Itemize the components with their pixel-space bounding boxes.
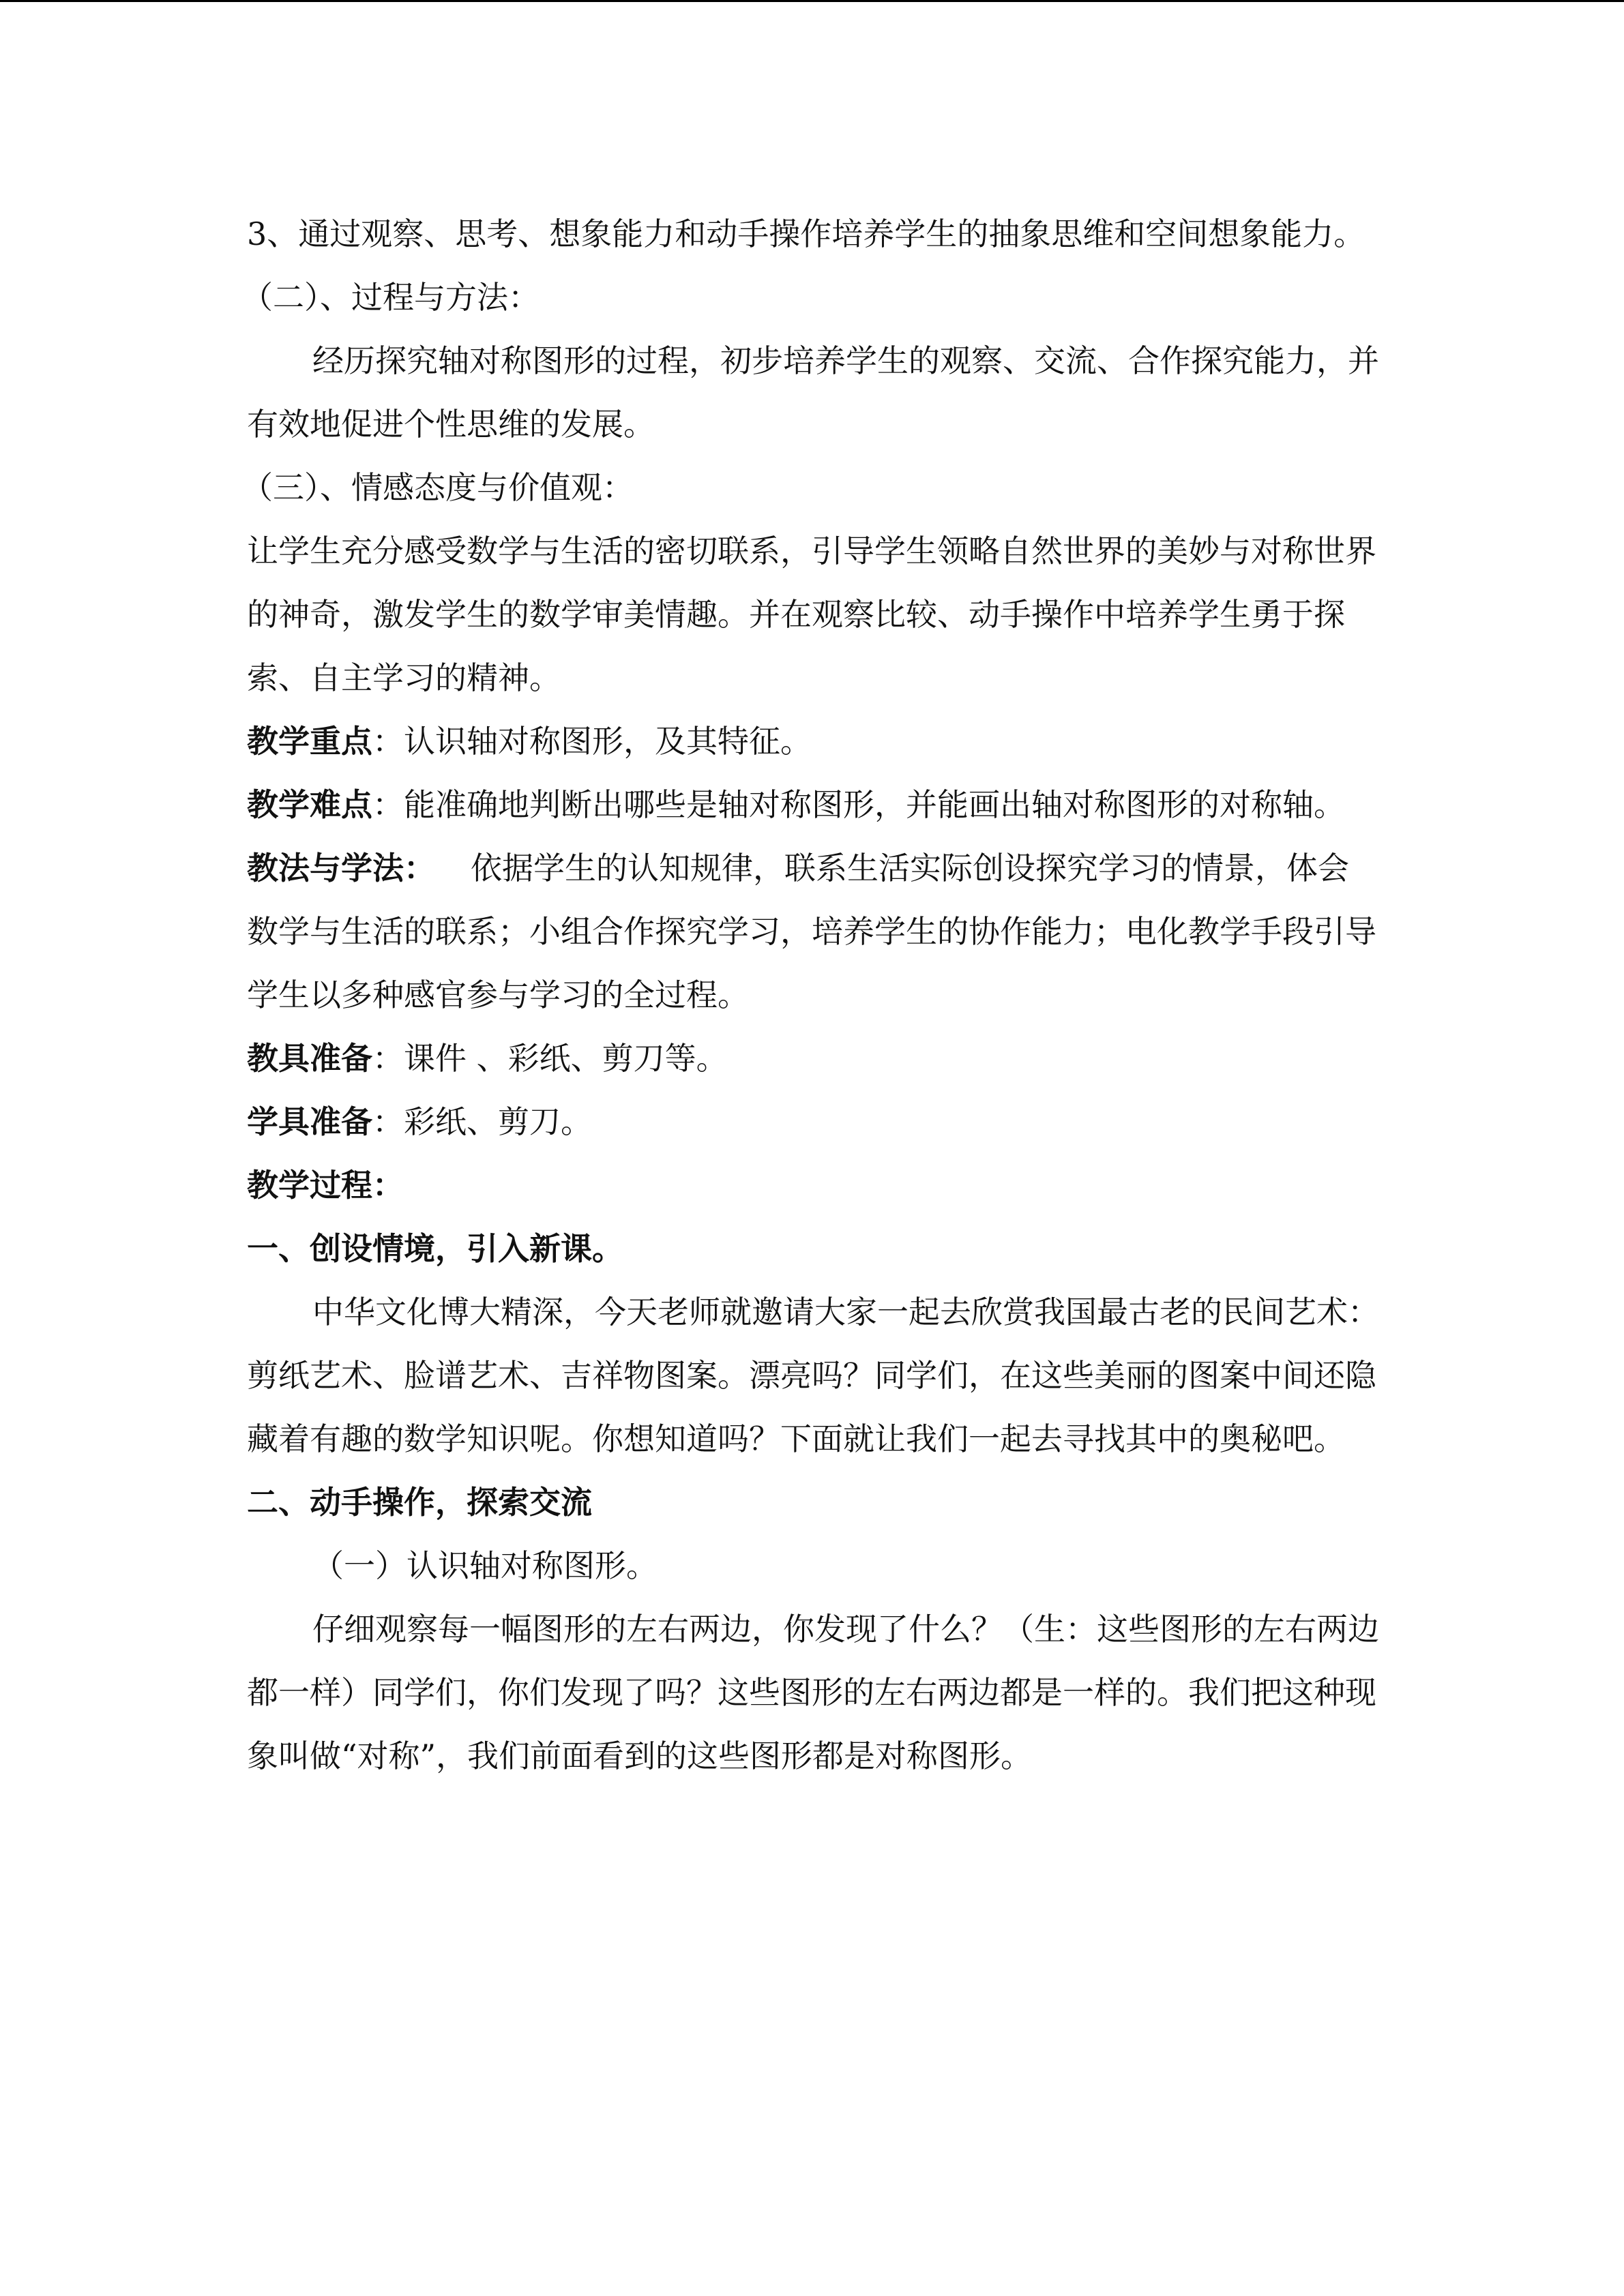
section-2-text: 仔细观察每一幅图形的左右两边，你发现了什么？（生：这些图形的左右两边都一样）同学们，你们发现了吗？这些图形的左右两边都是一样的。我们把这种现象叫做“对称”，我们前面看到的这些图形都是对称图形。 (247, 1611, 1379, 1774)
key-point-label: 教学重点 (247, 723, 372, 760)
difficulty-text: ：能准确地判断出哪些是轴对称图形，并能画出轴对称图形的对称轴。 (372, 786, 1345, 823)
teaching-process-heading: 教学过程： (247, 1167, 404, 1204)
emotion-heading: （三）、情感态度与价值观： (241, 469, 634, 506)
student-tools-paragraph (247, 1090, 1379, 1154)
section-1-text: 中华文化博大精深，今天老师就邀请大家一起去欣赏我国最古老的民间艺术：剪纸艺术、脸谱艺术、吉祥物图案。漂亮吗？同学们，在这些美丽的图案中间还隐藏着有趣的数学知识呢。你想知道吗？下面就让我们一起去寻找其中的奥秘吧。 (247, 1294, 1379, 1457)
section-1-heading: 一、创设情境，引入新课。 (247, 1230, 623, 1267)
method-text: 依据学生的认知规律，联系生活实际创设探究学习的情景，体会数学与生活的联系；小组合作探究学习，培养学生的协作能力；电化教学手段引导学生以多种感官参与学习的全过程。 (247, 850, 1376, 1013)
section-2-heading: 二、动手操作，探索交流 (247, 1484, 592, 1521)
emotion-text: 让学生充分感受数学与生活的密切联系，引导学生领略自然世界的美妙与对称世界的神奇，激发学生的数学审美情趣。并在观察比较、动手操作中培养学生勇于探索、自主学习的精神。 (247, 533, 1376, 696)
objective-3: 3、通过观察、思考、想象能力和动手操作培养学生的抽象思维和空间想象能力。 (247, 215, 1365, 252)
process-method-heading: （二）、过程与方法： (241, 279, 540, 316)
key-point-paragraph (247, 710, 1379, 773)
teacher-tools-text: ：课件 、彩纸、剪刀等。 (372, 1040, 728, 1077)
method-paragraph (247, 837, 1379, 1027)
section-2-sub-heading: （一）认识轴对称图形。 (312, 1547, 658, 1584)
method-label: 教法与学法： (247, 850, 435, 886)
teacher-tools-label: 教具准备 (247, 1040, 372, 1077)
difficulty-paragraph (247, 773, 1379, 837)
student-tools-label: 学具准备 (247, 1103, 372, 1140)
process-method-text: 经历探究轴对称图形的过程，初步培养学生的观察、交流、合作探究能力，并有效地促进个性思维的发展。 (247, 342, 1379, 443)
student-tools-text: ：彩纸、剪刀。 (372, 1103, 592, 1140)
difficulty-label: 教学难点 (247, 786, 372, 823)
top-border-line (0, 0, 1624, 2)
document-body (241, 203, 1379, 1788)
key-point-text: ：认识轴对称图形，及其特征。 (372, 723, 812, 760)
teacher-tools-paragraph (247, 1027, 1379, 1090)
